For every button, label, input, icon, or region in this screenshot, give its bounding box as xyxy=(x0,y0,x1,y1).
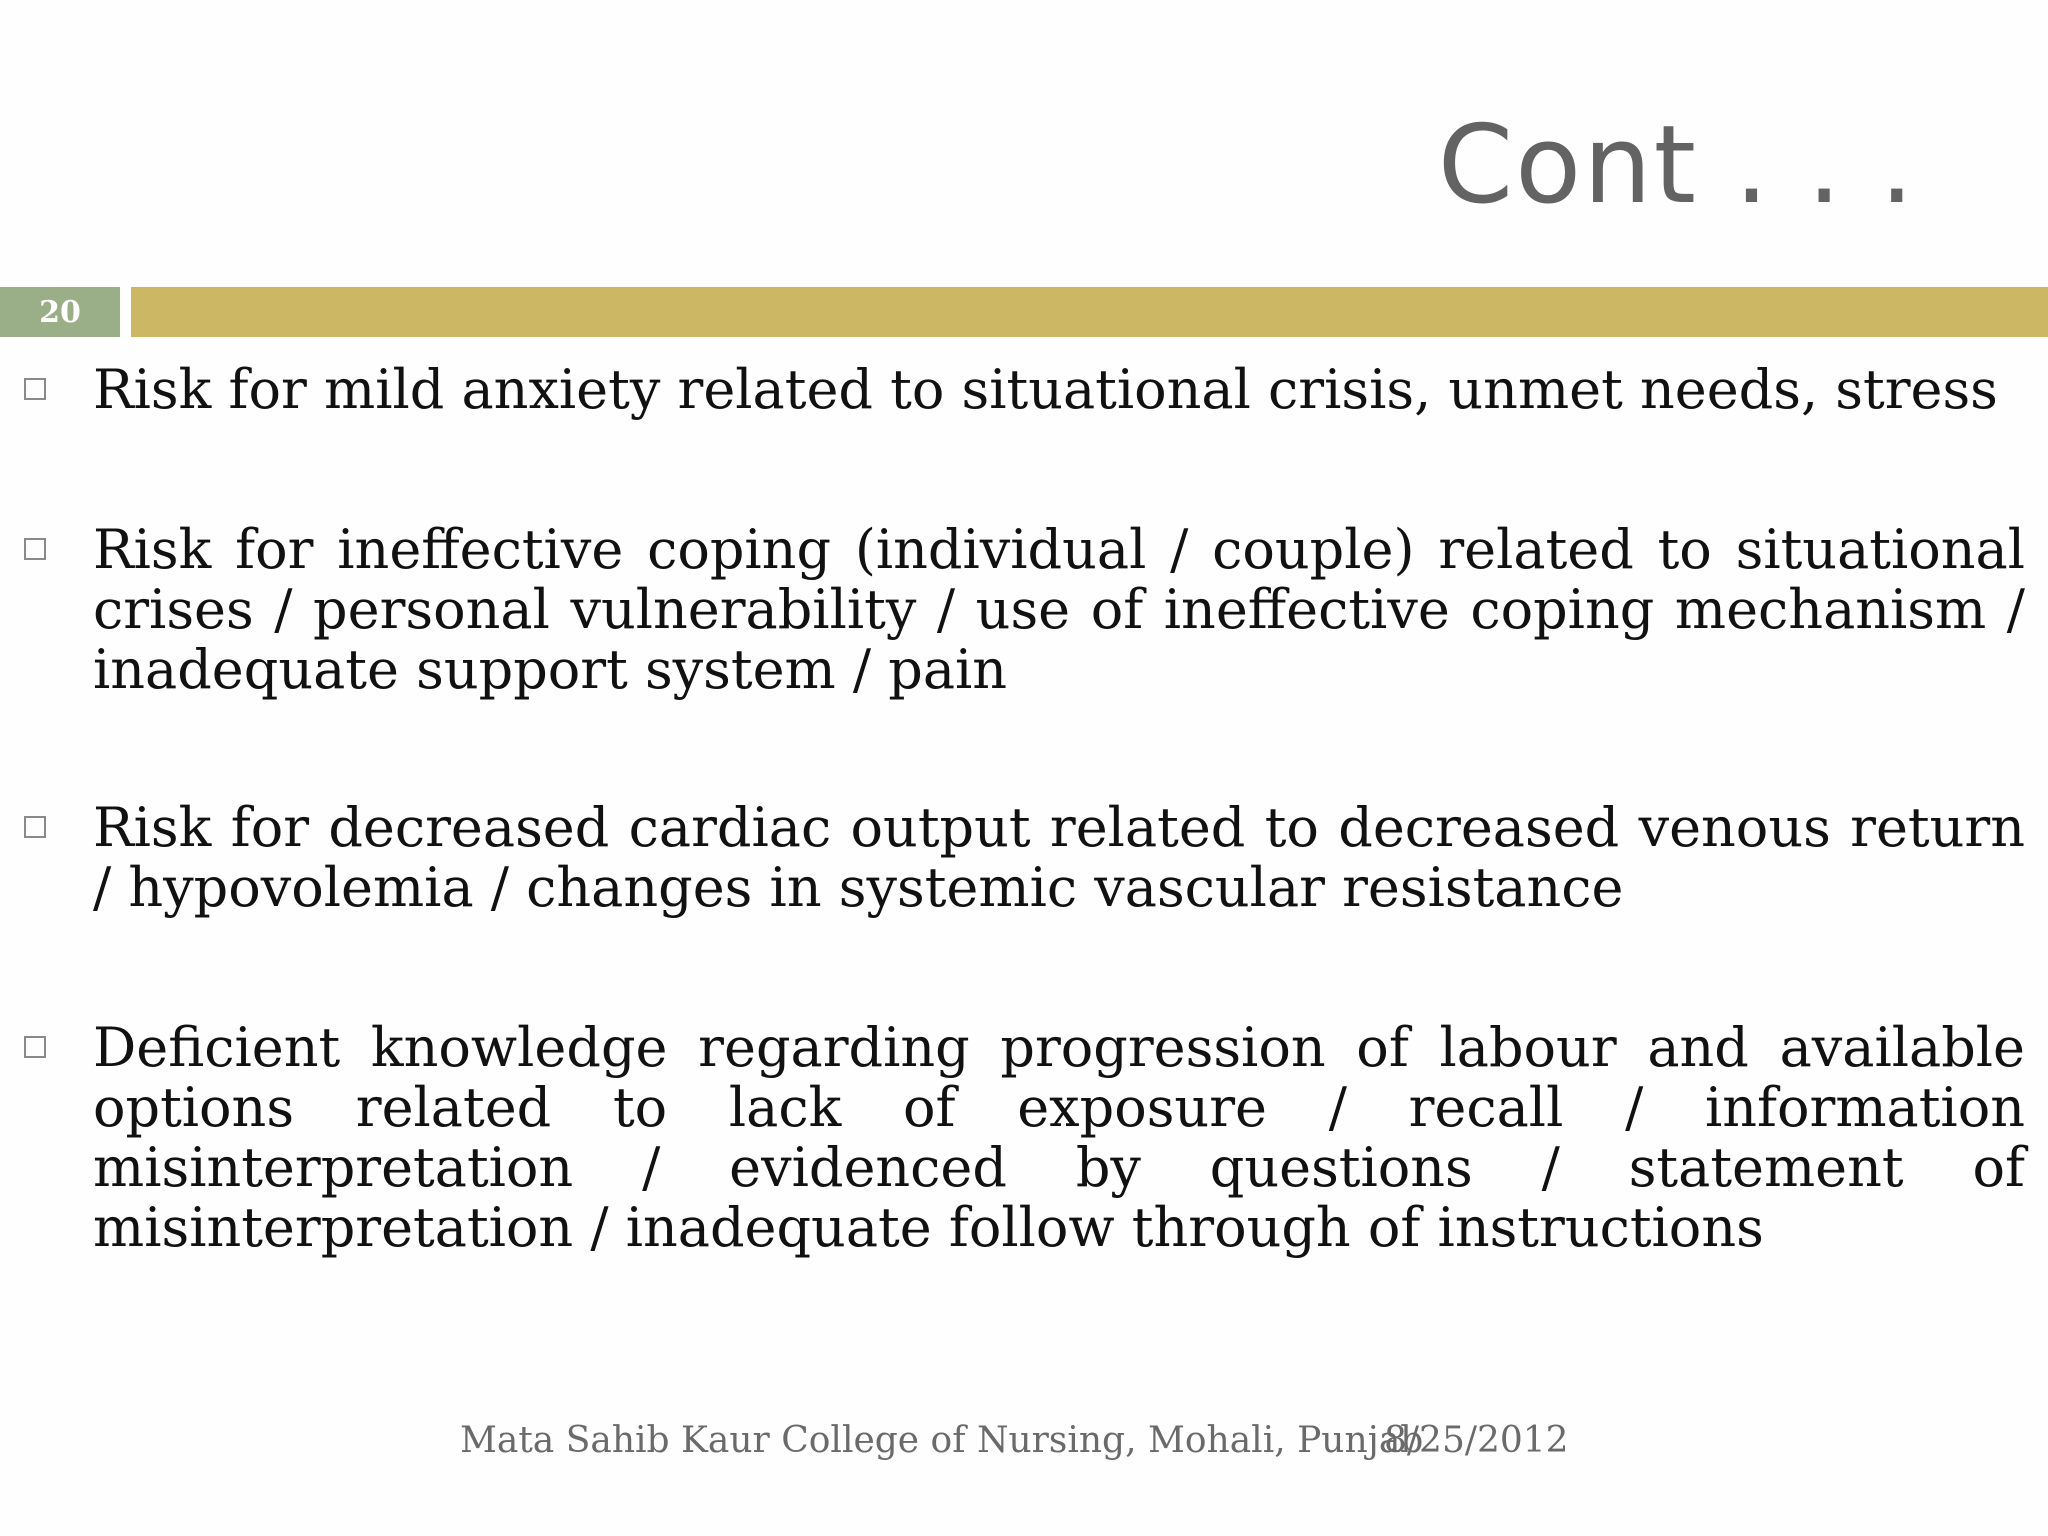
square-bullet-icon xyxy=(24,1036,46,1058)
footer-organization: Mata Sahib Kaur College of Nursing, Mohali, Punjab xyxy=(460,1420,1424,1461)
square-bullet-icon xyxy=(24,378,46,400)
bullet-text: Risk for decreased cardiac output related to decreased venous return / hypovolemia / changes in systemic vascular resistance xyxy=(93,796,2025,919)
square-bullet-icon xyxy=(24,538,46,560)
footer-date: 8/25/2012 xyxy=(1384,1420,1569,1461)
square-bullet-icon xyxy=(24,816,46,838)
bullet-text: Risk for mild anxiety related to situational crisis, unmet needs, stress xyxy=(93,358,1998,421)
title-accent-bar xyxy=(131,287,2048,337)
slide-number-badge: 20 xyxy=(0,287,120,337)
slide-title: Cont . . . xyxy=(1437,103,1916,228)
bullet-text: Deficient knowledge regarding progression of labour and available options related to lack of exposure / recall / information misinterpretation / evidenced by questions / statement of misinterpretation / inadequate follow through of instructions xyxy=(93,1016,2025,1259)
bullet-text: Risk for ineffective coping (individual / couple) related to situational crises / personal vulnerability / use of ineffective coping mechanism / inadequate support system / pain xyxy=(93,518,2025,701)
